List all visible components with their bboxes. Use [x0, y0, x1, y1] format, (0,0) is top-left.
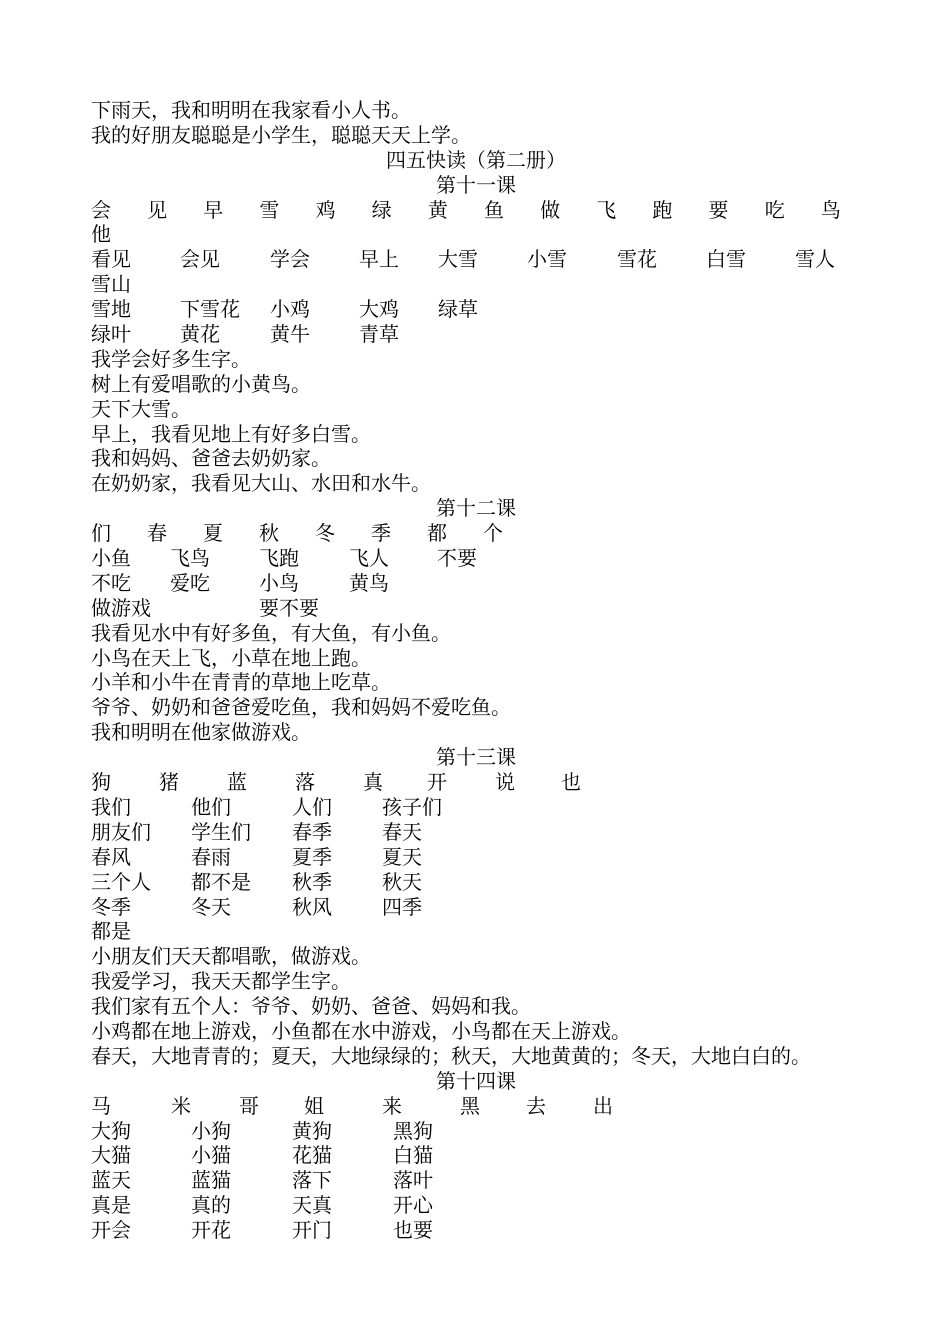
- sentence: 树上有爱唱歌的小黄鸟。: [91, 371, 311, 396]
- lesson-14-word-row: [91, 1168, 871, 1193]
- char: 们: [91, 521, 111, 546]
- char: 米: [171, 1093, 191, 1118]
- char: 早: [203, 197, 224, 222]
- word: 飞鸟: [170, 546, 210, 571]
- word: 大雪: [438, 247, 478, 272]
- word: 都不是: [191, 869, 251, 894]
- word: 学生们: [191, 819, 251, 844]
- word: 小鱼: [91, 546, 131, 571]
- char: 黑: [460, 1093, 480, 1118]
- char: 去: [526, 1093, 546, 1118]
- char: 哥: [239, 1093, 259, 1118]
- book-title: 四五快读（第二册）: [386, 147, 566, 172]
- word: 冬季: [91, 894, 131, 919]
- word: 会见: [180, 247, 220, 272]
- word: 看见: [91, 247, 131, 272]
- word: 夏季: [292, 844, 332, 869]
- char: 个: [483, 521, 503, 546]
- word: 大鸡: [359, 297, 399, 322]
- lesson-14-word-row: [91, 1119, 871, 1144]
- sentence: 在奶奶家，我看见大山、水田和水牛。: [91, 471, 431, 496]
- sentence: 我和明明在他家做游戏。: [91, 720, 311, 745]
- lesson-13-char-row: [91, 770, 871, 795]
- word: 也要: [393, 1218, 433, 1243]
- word: 绿叶: [91, 322, 131, 347]
- sentence: 我看见水中有好多鱼，有大鱼，有小鱼。: [91, 620, 451, 645]
- char: 出: [593, 1093, 613, 1118]
- word: 青草: [359, 322, 399, 347]
- lesson-14-word-row: [91, 1143, 871, 1168]
- sentence: 小羊和小牛在青青的草地上吃草。: [91, 670, 391, 695]
- word: 做游戏: [91, 595, 151, 620]
- char: 狗: [91, 770, 111, 795]
- word: 早上: [359, 247, 399, 272]
- word: 黄花: [180, 322, 220, 347]
- lesson-11-word-overflow: 雪山: [91, 272, 131, 297]
- sentence: 我学会好多生字。: [91, 346, 251, 371]
- word: 落下: [292, 1168, 332, 1193]
- word: 天真: [292, 1193, 332, 1218]
- sentence: 早上，我看见地上有好多白雪。: [91, 421, 371, 446]
- sentence: 小鸟在天上飞，小草在地上跑。: [91, 645, 371, 670]
- document-page: [91, 98, 871, 1243]
- char: 说: [495, 770, 515, 795]
- char: 马: [91, 1093, 111, 1118]
- word: 绿草: [438, 297, 478, 322]
- word: 下雪花: [180, 297, 240, 322]
- word: 蓝天: [91, 1168, 131, 1193]
- word: 开门: [292, 1218, 332, 1243]
- char: 都: [427, 521, 447, 546]
- char: 春: [147, 521, 167, 546]
- word: 秋季: [292, 869, 332, 894]
- word: 春季: [292, 819, 332, 844]
- word: 夏天: [382, 844, 422, 869]
- word: 春雨: [191, 844, 231, 869]
- text-line: 下雨天，我和明明在我家看小人书。: [91, 98, 411, 122]
- word: 不要: [437, 546, 477, 571]
- char: 蓝: [227, 770, 247, 795]
- char: 鸡: [315, 197, 336, 222]
- sentence: 我和妈妈、爸爸去奶奶家。: [91, 446, 331, 471]
- sentence: 小朋友们天天都唱歌，做游戏。: [91, 944, 371, 969]
- word: 真的: [191, 1193, 231, 1218]
- word: 飞人: [349, 546, 389, 571]
- char: 吃: [764, 197, 785, 222]
- word: 四季: [382, 894, 422, 919]
- word: 白雪: [706, 247, 746, 272]
- char: 做: [540, 197, 561, 222]
- word: 落叶: [393, 1168, 433, 1193]
- char: 黄: [427, 197, 448, 222]
- char: 来: [382, 1093, 402, 1118]
- word: 春风: [91, 844, 131, 869]
- char: 鸟: [820, 197, 841, 222]
- word: 白猫: [393, 1143, 433, 1168]
- word: 飞跑: [259, 546, 299, 571]
- char: 飞: [596, 197, 617, 222]
- char: 冬: [315, 521, 335, 546]
- word: 小雪: [527, 247, 567, 272]
- lesson-12-word-row: [91, 596, 871, 621]
- lesson-13-title: 第十三课: [436, 745, 516, 770]
- lesson-13-word-row: [91, 820, 871, 845]
- lesson-13-word-row: [91, 870, 871, 895]
- word: 黑狗: [393, 1118, 433, 1143]
- sentence: 天下大雪。: [91, 396, 191, 421]
- word: 秋风: [292, 894, 332, 919]
- char: 绿: [371, 197, 392, 222]
- char: 鱼: [483, 197, 504, 222]
- lesson-11-word-row: [91, 322, 871, 347]
- word: 不吃: [91, 570, 131, 595]
- lesson-13-word-overflow: 都是: [91, 919, 131, 944]
- lesson-11-word-row: [91, 247, 871, 272]
- word: 学会: [270, 247, 310, 272]
- char: 秋: [259, 521, 279, 546]
- word: 三个人: [91, 869, 151, 894]
- lesson-11-title: 第十一课: [436, 172, 516, 197]
- lesson-14-word-row: [91, 1193, 871, 1218]
- lesson-12-word-row: [91, 546, 871, 571]
- text-line: 我的好朋友聪聪是小学生，聪聪天天上学。: [91, 122, 471, 147]
- sentence: 我们家有五个人：爷爷、奶奶、爸爸、妈妈和我。: [91, 994, 531, 1019]
- word: 开心: [393, 1193, 433, 1218]
- lesson-13-word-row: [91, 795, 871, 820]
- lesson-13-word-row: [91, 895, 871, 920]
- word: 黄狗: [292, 1118, 332, 1143]
- char: 真: [363, 770, 383, 795]
- word: 春天: [382, 819, 422, 844]
- word: 我们: [91, 794, 131, 819]
- word: 雪花: [617, 247, 657, 272]
- lesson-14-word-row: [91, 1218, 871, 1243]
- word: 黄鸟: [349, 570, 389, 595]
- char: 季: [371, 521, 391, 546]
- word: 孩子们: [382, 794, 442, 819]
- word: 小鸟: [259, 570, 299, 595]
- char: 猪: [159, 770, 179, 795]
- word: 黄牛: [270, 322, 310, 347]
- word: 朋友们: [91, 819, 151, 844]
- sentence: 春天，大地青青的；夏天，大地绿绿的；秋天，大地黄黄的；冬天，大地白白的。: [91, 1043, 811, 1068]
- char: 跑: [652, 197, 673, 222]
- char: 夏: [203, 521, 223, 546]
- char: 要: [708, 197, 729, 222]
- sentence: 爷爷、奶奶和爸爸爱吃鱼，我和妈妈不爱吃鱼。: [91, 695, 511, 720]
- word: 花猫: [292, 1143, 332, 1168]
- word: 小猫: [191, 1143, 231, 1168]
- lesson-12-word-row: [91, 571, 871, 596]
- lesson-11-char-row: [91, 198, 841, 223]
- word: 真是: [91, 1193, 131, 1218]
- lesson-13-word-row: [91, 845, 871, 870]
- word: 大猫: [91, 1143, 131, 1168]
- sentence: 小鸡都在地上游戏，小鱼都在水中游戏，小鸟都在天上游戏。: [91, 1018, 631, 1043]
- char: 会: [91, 197, 111, 222]
- word: 他们: [191, 794, 231, 819]
- char: 见: [147, 197, 168, 222]
- word: 雪人: [795, 247, 835, 272]
- lesson-14-char-row: [91, 1094, 871, 1119]
- lesson-11-char-overflow: 他: [91, 222, 111, 247]
- word: 小狗: [191, 1118, 231, 1143]
- word: 爱吃: [170, 570, 210, 595]
- lesson-12-title: 第十二课: [436, 496, 516, 521]
- word: 雪地: [91, 297, 131, 322]
- lesson-14-title: 第十四课: [436, 1068, 516, 1093]
- sentence: 我爱学习，我天天都学生字。: [91, 969, 351, 994]
- char: 落: [295, 770, 315, 795]
- word: 小鸡: [270, 297, 310, 322]
- lesson-11-word-row: [91, 297, 871, 322]
- lesson-12-char-row: [91, 521, 871, 546]
- char: 雪: [259, 197, 280, 222]
- word: 蓝猫: [191, 1168, 231, 1193]
- word: 要不要: [259, 595, 319, 620]
- word: 人们: [292, 794, 332, 819]
- word: 开会: [91, 1218, 131, 1243]
- char: 也: [561, 770, 581, 795]
- word: 大狗: [91, 1118, 131, 1143]
- word: 秋天: [382, 869, 422, 894]
- char: 姐: [304, 1093, 324, 1118]
- word: 开花: [191, 1218, 231, 1243]
- char: 开: [427, 770, 447, 795]
- word: 冬天: [191, 894, 231, 919]
